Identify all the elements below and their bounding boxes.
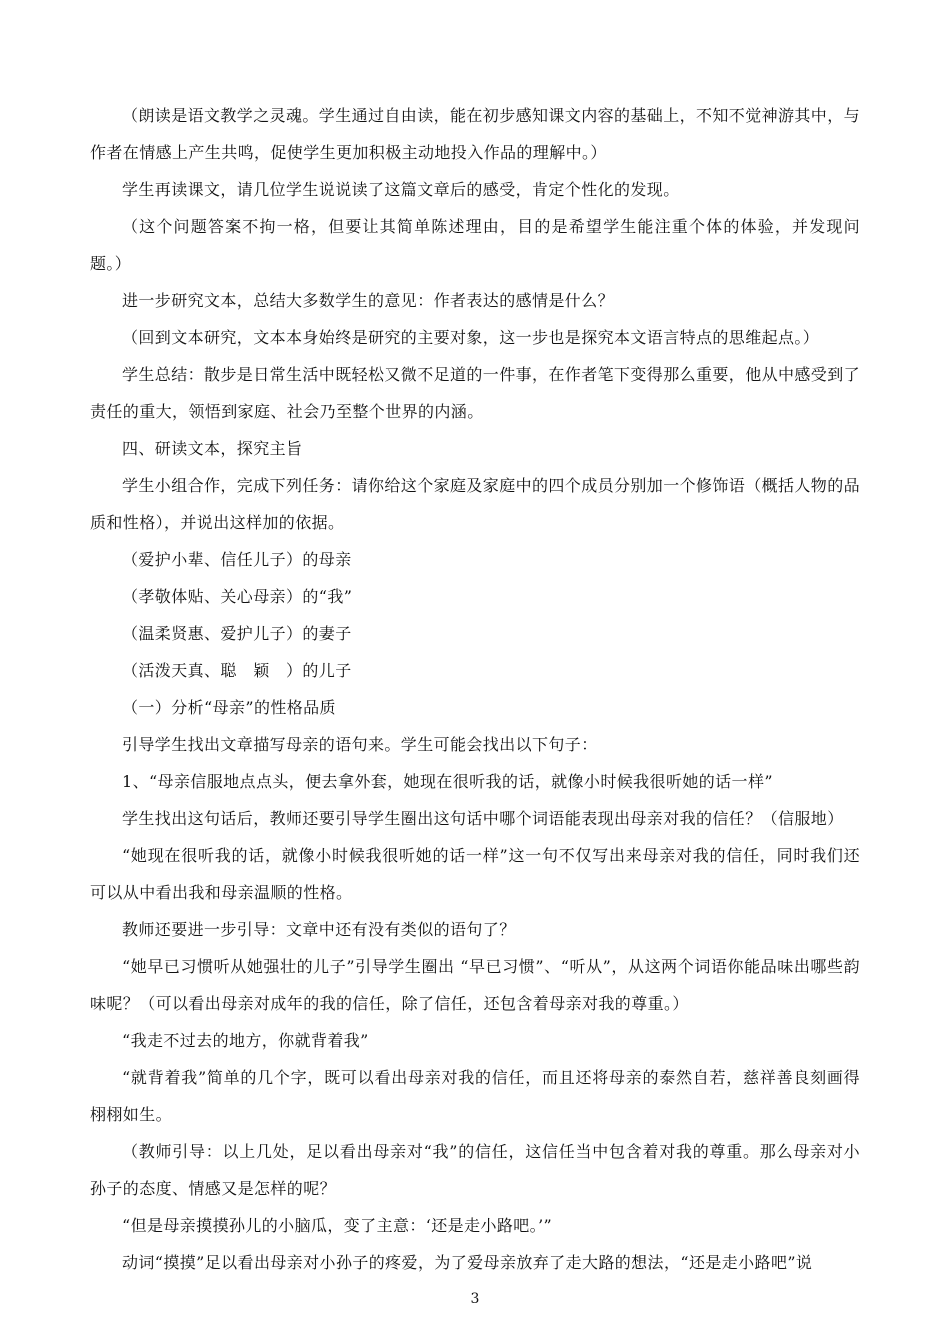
- paragraph: （回到文本研究，文本本身始终是研究的主要对象，这一步也是探究本文语言特点的思维起点。）: [122, 328, 820, 347]
- paragraph: （这个问题答案不拘一格，但要让其简单陈述理由，目的是希望学生能注重个体的体验，并发现问题。）: [90, 217, 860, 273]
- quoted-sentence: 1、“母亲信服地点点头，便去拿外套，她现在很听我的话，就像小时候我很听她的话一样”: [122, 772, 773, 791]
- paragraph: 学生总结：散步是日常生活中既轻松又微不足道的一件事，在作者笔下变得那么重要，他从中感受到了责任的重大，领悟到家庭、社会乃至整个世界的内涵。: [90, 365, 861, 421]
- paragraph: （朗读是语文教学之灵魂。学生通过自由读，能在初步感知课文内容的基础上，不知不觉神游其中，与作者在情感上产生共鸣，促使学生更加积极主动地投入作品的理解中。）: [90, 106, 861, 162]
- paragraph: （教师引导：以上几处，足以看出母亲对“我”的信任，这信任当中包含着对我的尊重。那么母亲对小孙子的态度、情感又是怎样的呢？: [90, 1142, 860, 1198]
- paragraph: “就背着我”简单的几个字，既可以看出母亲对我的信任，而且还将母亲的泰然自若，慈祥善良刻画得栩栩如生。: [90, 1068, 860, 1124]
- paragraph: “她现在很听我的话，就像小时候我很听她的话一样”这一句不仅写出来母亲对我的信任，同时我们还可以从中看出我和母亲温顺的性格。: [90, 846, 860, 902]
- list-item: （活泼天真、聪 颖 ）的儿子: [122, 661, 352, 680]
- page-number: 3: [470, 1291, 480, 1307]
- paragraph: 学生找出这句话后，教师还要引导学生圈出这句话中哪个词语能表现出母亲对我的信任？（信服地）: [122, 809, 844, 828]
- paragraph: 学生小组合作，完成下列任务：请你给这个家庭及家庭中的四个成员分别加一个修饰语（概括人物的品质和性格），并说出这样加的依据。: [90, 476, 861, 532]
- paragraph: 进一步研究文本，总结大多数学生的意见：作者表达的感情是什么？: [122, 291, 615, 310]
- document-body: [90, 97, 860, 1281]
- list-item: （孝敬体贴、关心母亲）的“我”: [122, 587, 353, 606]
- quoted-sentence: “但是母亲摸摸孙儿的小脑瓜，变了主意：‘还是走小路吧。’”: [122, 1216, 553, 1235]
- list-item: （爱护小辈、信任儿子）的母亲: [122, 550, 352, 569]
- quoted-sentence: “我走不过去的地方，你就背着我”: [122, 1031, 369, 1050]
- subsection-heading: （一）分析“母亲”的性格品质: [122, 698, 336, 717]
- paragraph: 引导学生找出文章描写母亲的语句来。学生可能会找出以下句子：: [122, 735, 598, 754]
- paragraph: 学生再读课文，请几位学生说说读了这篇文章后的感受，肯定个性化的发现。: [122, 180, 680, 199]
- paragraph: 动词“摸摸”足以看出母亲对小孙子的疼爱，为了爱母亲放弃了走大路的想法，“还是走小路吧”说: [122, 1253, 813, 1272]
- list-item: （温柔贤惠、爱护儿子）的妻子: [122, 624, 352, 643]
- paragraph: “她早已习惯听从她强壮的儿子”引导学生圈出 “早已习惯”、“听从”，从这两个词语你能品味出哪些韵味呢？（可以看出母亲对成年的我的信任，除了信任，还包含着母亲对我的尊重。）: [90, 957, 860, 1013]
- section-heading: 四、研读文本，探究主旨: [122, 439, 303, 458]
- paragraph: 教师还要进一步引导：文章中还有没有类似的语句了？: [122, 920, 516, 939]
